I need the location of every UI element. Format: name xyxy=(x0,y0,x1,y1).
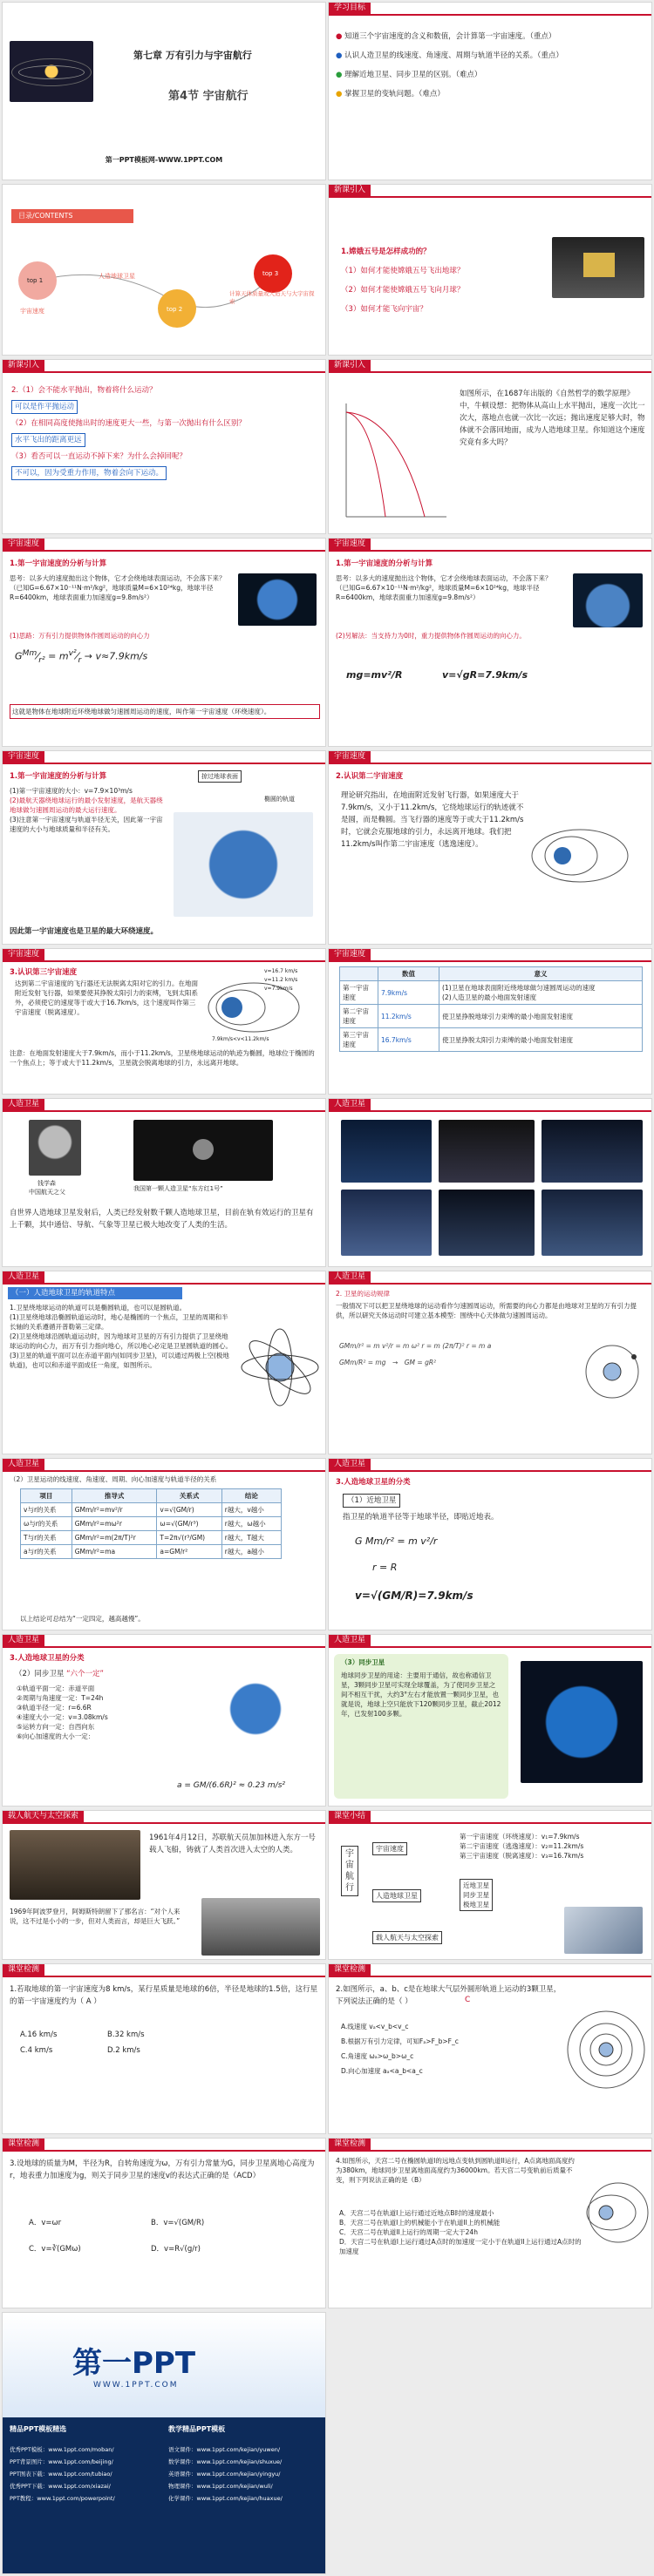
satellite-image xyxy=(439,1190,535,1256)
link[interactable]: 英语课件：www.1ppt.com/kejian/yingyu/ xyxy=(168,2471,281,2478)
answer-box: 水平飞出的距离更远 xyxy=(11,433,85,447)
table-header: 结论 xyxy=(221,1489,281,1503)
option[interactable]: D.向心加速度 aₐ<a_b<a_c xyxy=(341,2067,423,2075)
sub-heading: （2）同步卫星 “六个一定” xyxy=(15,1670,104,1678)
contents-header: 目录/CONTENTS xyxy=(11,209,133,223)
geo-satellites-image xyxy=(521,1661,643,1783)
table-header: 意义 xyxy=(439,967,643,981)
goal-item: ● 掌握卫星的变轨问题。（难点） xyxy=(336,90,445,98)
point: (2)卫星绕地球沿圆轨道运动时，因为地球对卫星的万有引力提供了卫星绕地球运动的向心力，而万有引力指向地心，所以地心必定是卫星圆轨道的圆心。 xyxy=(10,1332,232,1350)
node-label: top 1 xyxy=(27,277,44,284)
sat-list xyxy=(460,1879,493,1911)
point: ③轨道半径一定：r=6.6R xyxy=(17,1704,92,1712)
title-slide xyxy=(2,2,326,180)
body-text: 思考：以多大的速度抛出这个物体，它才会绕地球表面运动，不会落下来？（已知G=6.67×10⁻¹¹N·m²/kg²，地球质量M=6×10²⁴kg，地球半径R=6400km，地球表面重力加速度g=9.8m/s²） xyxy=(10,574,226,601)
formula: G Mm/r² = m v²/r xyxy=(355,1535,438,1547)
mindmap-root: 宇宙航行 xyxy=(341,1846,358,1896)
orbit-label: v=16.7 km/s xyxy=(264,968,298,974)
slide-tag: 宇宙速度 xyxy=(3,751,44,763)
option-list xyxy=(339,2208,583,2256)
brand-text: 第一PPT模板网-WWW.1PPT.COM xyxy=(105,156,223,164)
first-cosmic-speed-slide xyxy=(2,538,326,747)
link[interactable]: 优秀PPT下载：www.1ppt.com/xiazai/ xyxy=(10,2483,111,2490)
orbit-planes-diagram xyxy=(236,1324,324,1411)
slide-tag: 新课引入 xyxy=(329,185,371,196)
question: （1）如何才能使嫦娥五号飞出地球？ xyxy=(341,267,465,275)
table-header xyxy=(340,967,378,981)
goal-list xyxy=(336,31,646,100)
heading: （2）卫星运动的线速度、角速度、周期、向心加速度与轨道半径的关系 xyxy=(10,1475,217,1483)
geo-satellite-slide xyxy=(2,1634,326,1807)
link[interactable]: 数学课件：www.1ppt.com/kejian/shuxue/ xyxy=(168,2458,283,2465)
portrait-image xyxy=(29,1120,81,1176)
slide-tag: 人造卫星 xyxy=(3,1635,44,1646)
question: 2.如图所示，a、b、c是在地球大气层外圆形轨道上运动的3颗卫星，下列说法正确的是（ ） xyxy=(336,1985,562,2006)
geo-orbit-image xyxy=(203,1670,308,1748)
body-text: 地球同步卫星的用途：主要用于通信，故也称通信卫星，3颗同步卫星可实现全球覆盖，为了使同步卫星之间不相互干扰，大约3°左右才能放置一颗同步卫星，也就是说，地球上空只能放下120颗同步卫星，截止2012年，已发射100多颗。 xyxy=(341,1671,501,1718)
mindmap-branch: 宇宙速度 xyxy=(372,1842,407,1855)
geo-satellite-use-slide xyxy=(328,1634,652,1807)
question: （2）在相同高度使抛出时的速度更大一些，与第一次抛出有什么区别？ xyxy=(11,419,246,428)
formula: mg=mv²/R xyxy=(346,669,403,681)
speed-item: 第三宇宙速度（脱离速度）：v₃=16.7km/s xyxy=(460,1852,584,1860)
satellite-image xyxy=(341,1120,432,1183)
table-row: 第二宇宙速度 11.2km/s 使卫星挣脱地球引力束缚的最小地面发射速度 xyxy=(340,1005,643,1028)
first-cosmic-speed-slide-2 xyxy=(328,538,652,747)
table-row: ω与r的关系 GMm/r²=mω²r ω=√(GM/r³) r越大，ω越小 xyxy=(21,1517,282,1531)
point: ⑥向心加速度的大小一定： xyxy=(17,1732,95,1740)
question: 4.如图所示，天宫二号在椭圆轨道I的远地点变轨到圆轨道II运行，A点离地面高度约为380km，地球同步卫星离地面高度约为36000km。若天宫二号变轨前后质量不变，则下列说法正确的是（B） xyxy=(336,2157,575,2184)
body-text: 理论研究指出，在地面附近发射飞行器，如果速度大于7.9km/s，又小于11.2km/s，它绕地球运行的轨迹就不是圆，而是椭圆。当飞行器的速度等于或大于11.2km/s时，它就会克服地球的引力，永远离开地球。我们把11.2km/s叫作第二宇宙速度（逃逸速度）。 xyxy=(341,791,524,849)
summary-line: 因此第一宇宙速度也是卫星的最大环绕速度。 xyxy=(10,927,159,936)
formula: r = R xyxy=(372,1562,398,1573)
orbit-label: v=11.2 km/s xyxy=(264,977,298,983)
answer-box: 可以是作平抛运动 xyxy=(11,400,78,414)
question-list xyxy=(341,246,515,315)
answer: C xyxy=(465,1996,471,2004)
point-list xyxy=(17,1684,191,1741)
sat-item: 近地卫星 xyxy=(463,1881,489,1889)
heading: 1.第一宇宙速度的分析与计算 xyxy=(336,559,433,568)
goal-item: ● 理解近地卫星、同步卫星的区别。（难点） xyxy=(336,71,482,79)
link[interactable]: 物理课件：www.1ppt.com/kejian/wuli/ xyxy=(168,2483,273,2490)
callout-label: 椭圆的轨道 xyxy=(264,796,295,803)
table-row: a与r的关系 GMm/r²=ma a=GM/r² r越大，a越小 xyxy=(21,1545,282,1559)
link-list xyxy=(168,2444,283,2505)
formula: $G^{Mm}⁄_{r^2}$ = $m^{v^2}⁄_r \to v\approx 7.9km/s$ xyxy=(15,648,148,665)
option[interactable]: C.4 km/s xyxy=(20,2046,53,2055)
center-label: 人造地球卫星 xyxy=(99,273,135,280)
slide-tag: 人造卫星 xyxy=(329,1271,371,1283)
intro-slide-2 xyxy=(2,359,326,534)
link[interactable]: PPT背景图片：www.1ppt.com/beijing/ xyxy=(10,2458,113,2465)
slide-tag: 宇宙速度 xyxy=(329,949,371,960)
speed-table xyxy=(339,966,643,1052)
goal-item: ● 认识人造卫星的线速度、角速度、周期与轨道半径的关系。（重点） xyxy=(336,51,563,60)
option[interactable]: B．v=√(GM/R) xyxy=(151,2219,205,2227)
option[interactable]: A．v=ωr xyxy=(29,2219,62,2227)
orbit-relation-table-slide xyxy=(2,1458,326,1630)
slide-tag: 人造卫星 xyxy=(3,1459,44,1470)
table-row: T与r的关系 GMm/r²=m(2π/T)²r T=2π√(r³/GM) r越大，T越大 xyxy=(21,1531,282,1545)
body-text: (2)另解法：当支持力为0时，重力提供物体作圆周运动的向心力。 xyxy=(336,632,526,640)
slide-tag: 人造卫星 xyxy=(3,1099,44,1110)
mindmap-branch: 载人航天与太空探索 xyxy=(372,1931,442,1944)
table-row: 第一宇宙速度 7.9km/s (1)卫星在地球表面附近绕地球做匀速圆周运动的速度 (2)人造卫星的最小地面发射速度 xyxy=(340,981,643,1005)
link[interactable]: 优秀PPT模板：www.1ppt.com/moban/ xyxy=(10,2446,114,2453)
contents-slide xyxy=(2,184,326,356)
goal-item: ● 知道三个宇宙速度的含义和数值，会计算第一宇宙速度。（重点） xyxy=(336,32,556,41)
human-spaceflight-slide xyxy=(2,1810,326,1960)
slide-tag: 载人航天与太空探索 xyxy=(3,1811,84,1822)
quiz-slide-2 xyxy=(328,1963,652,2134)
lunar-lander-image xyxy=(552,237,644,298)
heading: 1.第一宇宙速度的分析与计算 xyxy=(10,772,107,781)
node-caption: 宇宙速度 xyxy=(20,308,44,315)
body-text: 1969年阿波罗登月，阿姆斯特朗留下了那名言：“对个人来说，这不过是小小的一步，但对人类而言，却是巨大飞跃。” xyxy=(10,1908,181,1925)
slide-tag: 人造卫星 xyxy=(329,1459,371,1470)
table-header: 项目 xyxy=(21,1489,72,1503)
satellite-image xyxy=(439,1120,535,1183)
intro-slide-1 xyxy=(328,184,652,356)
slide-tag: 课堂检测 xyxy=(329,1964,371,1976)
slide-tag: 课堂检测 xyxy=(329,2139,371,2150)
satellite-gallery-slide xyxy=(328,1098,652,1267)
point: (2)最航天器绕地球运行的最小发射速度，是航天器绕地球做匀速圆周运动的最大运行速度。 xyxy=(10,797,163,814)
logo-text: 第一PPT xyxy=(72,2346,196,2381)
heading: 1.第一宇宙速度的分析与计算 xyxy=(10,559,107,568)
heading: 2.认识第二宇宙速度 xyxy=(336,772,404,781)
body-text: 如图所示，在1687年出版的《自然哲学的数学原理》中，牛顿设想：把物体从高山上水平抛出，速度一次比一次大，落地点也就一次比一次远；抛出速度足够大时，物体就不会落回地面，成为人造地球卫星。你知道这个速度究竟有多大吗？ xyxy=(460,390,645,447)
heading: （3）同步卫星 xyxy=(341,1658,385,1666)
chapter-title: 第七章 万有引力与宇宙航行 xyxy=(133,50,252,61)
callout-label: 掠过地球表面 xyxy=(198,770,242,783)
logo-url: WWW.1PPT.COM xyxy=(93,2381,179,2390)
formula-block: GMm/r² = m v²/r = m ω² r = m (2π/T)² r = m a GMm/R² = mg → GM = gR² xyxy=(339,1342,492,1366)
caption: 中国航天之父 xyxy=(29,1189,65,1196)
option[interactable]: A.16 km/s xyxy=(20,2030,58,2039)
body-text: (1)思路：万有引力提供物体作圆周运动的向心力 xyxy=(10,632,150,640)
ellipse-orbit-diagram xyxy=(528,812,650,899)
slide-tag: 宇宙速度 xyxy=(329,751,371,763)
option[interactable]: D.2 km/s xyxy=(107,2046,140,2055)
question: 1.嫦娥五号是怎样成功的？ xyxy=(341,247,431,256)
point: ⑤运转方向一定：自西向东 xyxy=(17,1723,95,1731)
point: ④速度大小一定：v=3.08km/s xyxy=(17,1713,108,1721)
slide-tag: 人造卫星 xyxy=(329,1635,371,1646)
heading: 3.认识第三宇宙速度 xyxy=(10,968,78,977)
section-title: 第4节 宇宙航行 xyxy=(168,90,249,103)
question: （3）如何才能飞向宇宙？ xyxy=(341,305,427,314)
node-label: top 3 xyxy=(262,270,279,277)
note-box: 这就是物体在地球附近环绕地球做匀速圆周运动的速度，叫作第一宇宙速度（环绕速度）。 xyxy=(10,704,320,719)
body-text: 达到第二宇宙速度的飞行器还无法脱离太阳对它的引力。在地面附近发射飞行器，如果要使其挣脱太阳引力的束缚，飞到太阳系外，必须使它的速度等于或大于16.7km/s，这个速度叫作第三宇宙速度（脱离速度）。 xyxy=(15,980,198,1016)
link-panel xyxy=(3,2417,325,2574)
note-text: 注意：在地面发射速度大于7.9km/s，而小于11.2km/s，卫星绕地球运动的轨迹为椭圆，地球位于椭圆的一个焦点上；等于或大于11.2km/s，卫星就会脱离地球的引力，永远离开地球。 xyxy=(10,1049,315,1067)
note-card xyxy=(334,1654,508,1799)
question: 3.设地球的质量为M，半径为R，自转角速度为ω，万有引力常量为G，同步卫星离地心高度为r，地表重力加速度为g，则关于同步卫星的速度v的表达式正确的是（ACD） xyxy=(10,2159,315,2180)
satellite-photo xyxy=(133,1120,273,1181)
heading: 3.人造地球卫星的分类 xyxy=(336,1478,411,1487)
quiz-slide-3 xyxy=(2,2138,326,2308)
satellite-image xyxy=(341,1190,432,1256)
link-list xyxy=(10,2444,115,2505)
satellite-image xyxy=(542,1120,643,1183)
node-caption: 计算天体质量或人造天与大宇宙探索 xyxy=(229,290,315,305)
slide-tag: 课堂检测 xyxy=(3,2139,44,2150)
option[interactable]: C.角速度 ωₐ>ω_b>ω_c xyxy=(341,2052,414,2060)
formula: a = GM/(6.6R)² ≈ 0.23 m/s² xyxy=(177,1781,286,1790)
option[interactable]: A．天宫二号在轨道I上运行通过近地点B时的速度最小 xyxy=(339,2209,494,2217)
ad-slide xyxy=(2,2312,326,2574)
earth-orbit-image xyxy=(238,573,317,626)
mindmap-branch: 人造地球卫星 xyxy=(372,1889,421,1902)
caption: 我国第一颗人造卫星“东方红1号” xyxy=(133,1185,223,1192)
earth-gravity-image xyxy=(573,573,643,627)
satellite-history-slide xyxy=(2,1098,326,1267)
question: 1.若取地球的第一宇宙速度为8 km/s，某行星质量是地球的6倍，半径是地球的1.5倍，这行星的第一宇宙速度约为（ A ） xyxy=(10,1985,318,2006)
table-header: 推导式 xyxy=(72,1489,157,1503)
speed-item: 第二宇宙速度（逃逸速度）：v₂=11.2km/s xyxy=(460,1842,584,1850)
sat-item: 极地卫星 xyxy=(463,1901,489,1908)
option[interactable]: A.线速度 vₐ<v_b<v_c xyxy=(341,2023,409,2030)
option[interactable]: B．天宫二号在轨道I上的机械能小于在轨道II上的机械能 xyxy=(339,2219,501,2227)
slide-tag: 宇宙速度 xyxy=(3,949,44,960)
option[interactable]: D．天宫二号在轨道I上运行通过A点时的加速度一定小于在轨道II上运行通过A点时的加速度 xyxy=(339,2238,582,2255)
answer-box: 不可以，因为受重力作用，物着会向下运动。 xyxy=(11,466,167,480)
orbit-features-slide xyxy=(2,1271,326,1454)
first-speed-summary-slide xyxy=(2,750,326,945)
link[interactable]: 语文课件：www.1ppt.com/kejian/yuwen/ xyxy=(168,2446,281,2453)
link[interactable]: PPT教程：www.1ppt.com/powerpoint/ xyxy=(10,2495,115,2502)
quiz-slide-1 xyxy=(2,1963,326,2134)
solar-system-image xyxy=(10,41,93,102)
near-earth-satellite-slide xyxy=(328,1458,652,1630)
satellite-image xyxy=(542,1190,643,1256)
slide-tag: 新课引入 xyxy=(3,360,44,371)
heading: 2. 卫星的运动规律 xyxy=(336,1290,391,1298)
earth-orbit-diagram xyxy=(174,812,313,917)
body-text: 自世界人造地球卫星发射后，人类已经发射数千颗人造地球卫星，目前在轨有效运行的卫星有上千颗，其中通信、导航、气象等卫星已极大地改变了人类的生活。 xyxy=(10,1209,314,1230)
transfer-orbit-diagram xyxy=(585,2173,651,2252)
satellite-motion-law-slide xyxy=(328,1271,652,1454)
formula-result: v=√(GM/R)=7.9km/s xyxy=(355,1590,473,1602)
slide-tag: 新课引入 xyxy=(329,360,371,371)
third-cosmic-speed-slide xyxy=(2,948,326,1095)
point: (3)卫星的轨道平面可以在赤道平面内(如同步卫星)，可以通过两极上空(极地轨道)，也可以和赤道平面成任一角度，如图所示。 xyxy=(10,1352,229,1369)
slide-tag: 人造卫星 xyxy=(3,1271,44,1283)
lesson-summary-slide xyxy=(328,1810,652,1960)
slide-tag: 宇宙速度 xyxy=(329,539,371,550)
table-header: 关系式 xyxy=(157,1489,221,1503)
option[interactable]: C．天宫二号在轨道II上运行的周期一定大于24h xyxy=(339,2228,478,2236)
option[interactable]: C．v=∛(GMω) xyxy=(29,2245,81,2254)
point-list xyxy=(10,1303,233,1370)
link[interactable]: 化学课件：www.1ppt.com/kejian/huaxue/ xyxy=(168,2495,283,2502)
sat-item: 同步卫星 xyxy=(463,1891,489,1899)
body-text: 思考：以多大的速度抛出这个物体，它才会绕地球表面运动，不会落下来？（已知G=6.67×10⁻¹¹N·m²/kg²，地球质量M=6×10²⁴kg，地球半径R=6400km，地球表面重力加速度g=9.8m/s²） xyxy=(336,574,552,601)
escape-orbits-diagram xyxy=(201,968,324,1038)
orbit-label: v=7.9km/s xyxy=(264,986,293,992)
option[interactable]: B.32 km/s xyxy=(107,2030,145,2039)
trajectory-diagram xyxy=(337,395,451,525)
sub-heading: （1）近地卫星 xyxy=(343,1494,400,1508)
link[interactable]: PPT图表下载：www.1ppt.com/tubiao/ xyxy=(10,2471,112,2478)
table-row: v与r的关系 GMm/r²=mv²/r v=√(GM/r) r越大，v越小 xyxy=(21,1503,282,1517)
moon-footprint-image xyxy=(201,1898,320,1956)
three-orbits-diagram xyxy=(564,2008,648,2091)
speed-item: 第一宇宙速度（环绕速度）：v₁=7.9km/s xyxy=(460,1833,580,1840)
body-text: 指卫星的轨道半径等于地球半径，即贴近地表。 xyxy=(343,1513,499,1522)
heading: （一）人造地球卫星的轨道特点 xyxy=(8,1287,182,1299)
relation-table xyxy=(20,1488,282,1559)
heading: 3.人造地球卫星的分类 xyxy=(10,1654,85,1663)
cosmic-speed-table-slide xyxy=(328,948,652,1095)
speed-list xyxy=(460,1832,583,1861)
body-text: 1961年4月12日，苏联航天员加加林进入东方一号载人飞船，铸就了人类首次进入太空的人类。 xyxy=(149,1834,316,1854)
question: （3）看否可以一直运动不掉下来？为什么会掉回呢？ xyxy=(11,452,187,461)
option[interactable]: D．v=R√(g/r) xyxy=(151,2245,201,2254)
table-footnote: 以上结论可总结为“一定四定，越高越慢”。 xyxy=(20,1615,145,1623)
slide-tag: 人造卫星 xyxy=(329,1099,371,1110)
slide-tag: 宇宙速度 xyxy=(3,539,44,550)
point: (1)第一宇宙速度的大小：v=7.9×10³m/s xyxy=(10,787,133,795)
orbit-label: 7.9km/s<v<11.2km/s xyxy=(212,1036,269,1042)
point: (1)卫星绕地球沿椭圆轨道运动时，地心是椭圆的一个焦点，卫星的周期和半长轴的关系遵循开普勒第三定律。 xyxy=(10,1313,228,1331)
point: (3)注意第一宇宙速度与轨道半径无关，因此第一宇宙速度的大小与地球质量和半径有关。 xyxy=(10,816,163,833)
table-row: 第三宇宙速度 16.7km/s 使卫星挣脱太阳引力束缚的最小地面发射速度 xyxy=(340,1028,643,1052)
slide-tag: 课堂小结 xyxy=(329,1811,371,1822)
point: 1.卫星绕地球运动的轨道可以是椭圆轨道，也可以是圆轨道。 xyxy=(10,1304,187,1312)
panel-title: 精品PPT模板精选 xyxy=(10,2425,67,2433)
point: ②周期与角速度一定：T=24h xyxy=(17,1694,104,1702)
qa-list xyxy=(11,384,322,484)
point-list xyxy=(10,786,167,834)
formula-result: v=√gR=7.9km/s xyxy=(442,669,528,681)
learning-goals-slide xyxy=(328,2,652,180)
node-label: top 2 xyxy=(167,306,183,313)
slide-tag: 课堂检测 xyxy=(3,1964,44,1976)
logo-area xyxy=(3,2313,325,2417)
orbit-sketch xyxy=(582,1341,643,1402)
slide-tag: 学习目标 xyxy=(329,3,371,14)
newton-cannon-slide xyxy=(328,359,652,534)
table-header: 数值 xyxy=(378,967,439,981)
quiz-slide-4 xyxy=(328,2138,652,2308)
question: （2）如何才能使嫦娥五号飞向月球？ xyxy=(341,286,465,295)
second-cosmic-speed-slide xyxy=(328,750,652,945)
option-list xyxy=(341,2022,550,2076)
option[interactable]: B.根据万有引力定律，可知Fₐ>F_b>F_c xyxy=(341,2037,459,2045)
point: ①轨道平面一定：赤道平面 xyxy=(17,1685,95,1692)
question: 2.（1）会不能水平抛出，物着将什么运动？ xyxy=(11,386,157,395)
space-station-image xyxy=(564,1907,643,1954)
caption: 钱学森 xyxy=(37,1180,56,1187)
panel-title: 教学精品PPT模板 xyxy=(168,2425,226,2433)
astronaut-photo xyxy=(10,1830,140,1900)
body-text: 一般情况下可以把卫星绕地球的运动看作匀速圆周运动，所需要的向心力都是由地球对卫星的万有引力提供，所以研究天体运动时可建立基本模型：围绕中心天体做匀速圆周运动。 xyxy=(336,1302,637,1319)
